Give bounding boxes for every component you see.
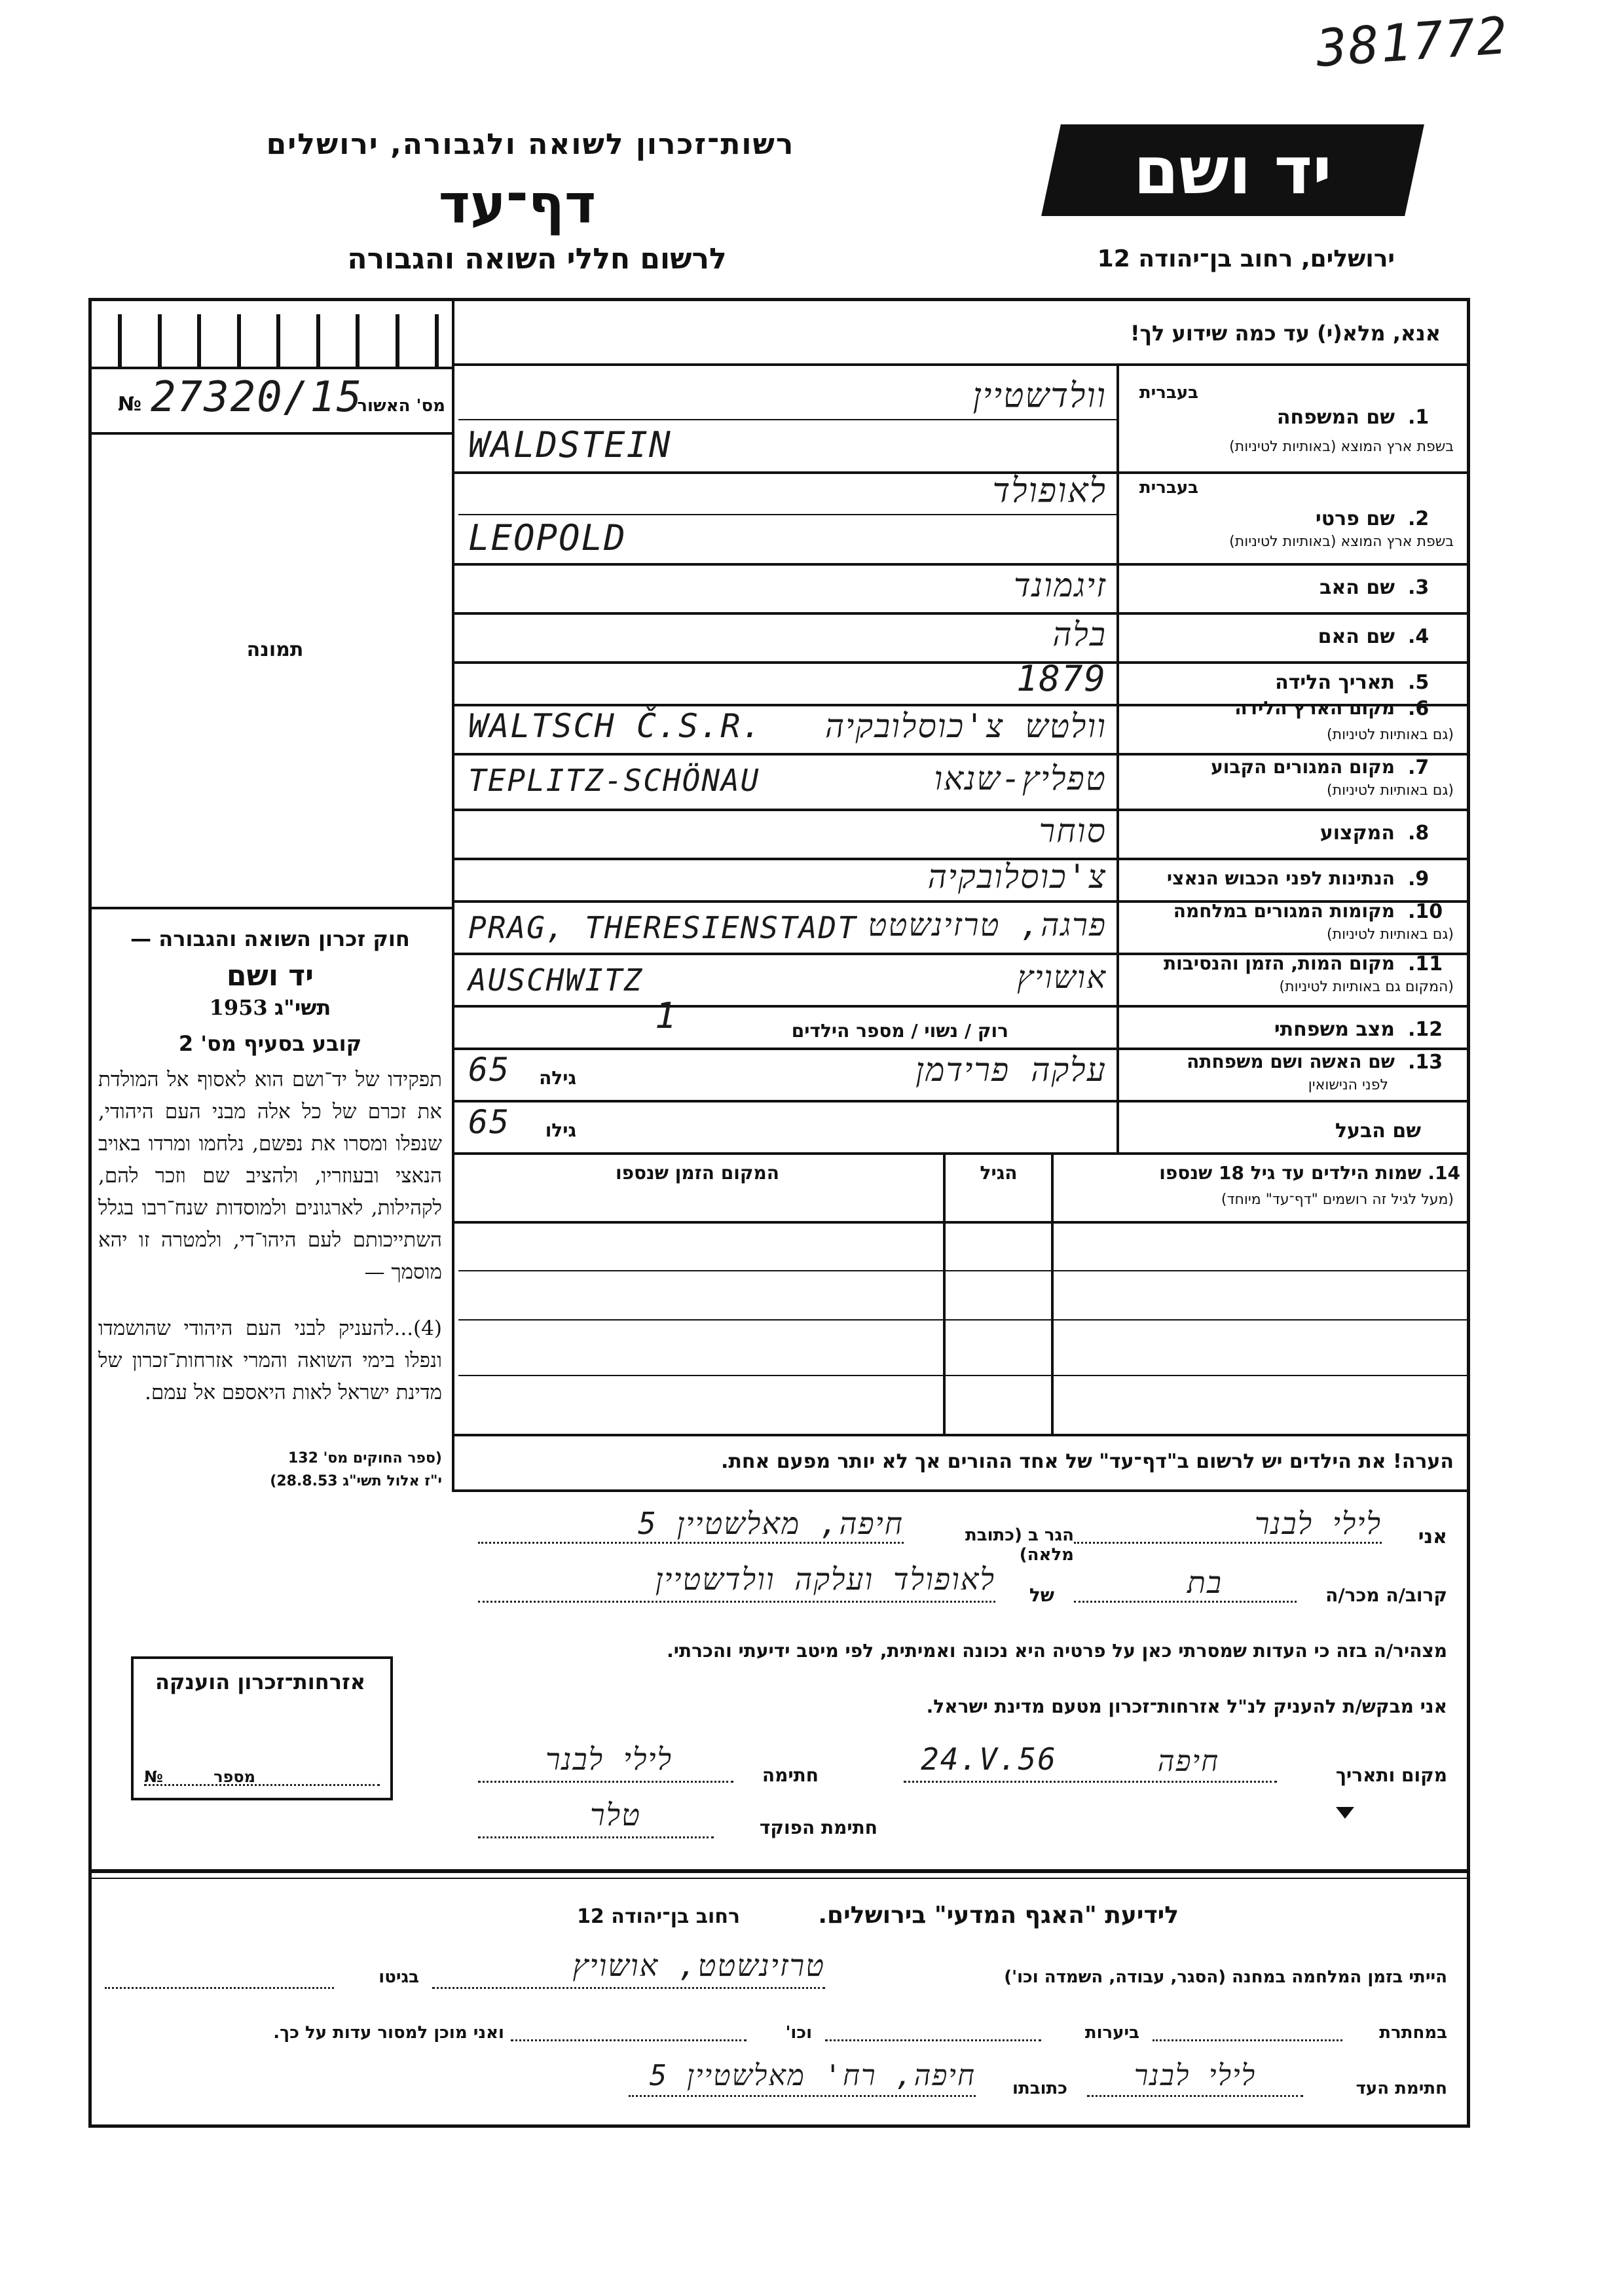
husband-age: 65 xyxy=(468,1103,511,1141)
row3-num: 3. xyxy=(1408,576,1430,599)
form-intro: אנא, מלא(י) עד כמה שידוע לך! xyxy=(1130,321,1441,346)
row10-num: 10. xyxy=(1408,900,1443,923)
law-ref-date: י"ז אלול תשי"ג 28.8.53) xyxy=(270,1473,442,1489)
decl-place-date-label: מקום ותאריך xyxy=(1335,1764,1447,1786)
row12-num: 12. xyxy=(1408,1018,1443,1041)
row10-label: מקומות המגורים במלחמה xyxy=(1173,900,1395,922)
row9-value: צ'כוסלובקיה xyxy=(927,858,1107,896)
law-ref: (ספר החוקים מס' 132 xyxy=(287,1450,442,1467)
decl-date: 24.V.56 xyxy=(921,1741,1057,1777)
sci-witness: לילי לבנר xyxy=(1134,2059,1257,2092)
row1-value-latin: WALDSTEIN xyxy=(468,424,672,465)
row5-value: 1879 xyxy=(1016,658,1107,699)
decl-relation-label: קרוב/ה מכר/ה xyxy=(1325,1584,1447,1606)
row13-num: 13. xyxy=(1408,1051,1443,1074)
decl-of-label: של xyxy=(1029,1584,1054,1606)
header-address: ירושלים, רחוב בן־יהודה 12 xyxy=(1097,246,1395,272)
wife-age: 65 xyxy=(468,1051,511,1089)
row11-label: מקום המות, הזמן והנסיבות xyxy=(1163,953,1395,974)
archive-number: 381772 xyxy=(1314,6,1511,79)
decl-place: חיפה xyxy=(1157,1745,1220,1778)
row3-value: זיגמונד xyxy=(1013,566,1107,604)
row4-label: שם האם xyxy=(1318,625,1395,648)
decl-resides-label: הגר ב (כתובת מלאה) xyxy=(965,1525,1074,1565)
row2-sub: בשפת ארץ המוצא (באותיות לטיניות) xyxy=(1229,534,1454,550)
citizenship-number-prefix: № xyxy=(144,1768,163,1786)
sci-underground-label: במחתרת xyxy=(1379,2023,1447,2043)
row11-num: 11. xyxy=(1408,953,1443,975)
decl-signature: לילי לבנר xyxy=(545,1741,673,1777)
sci-witness-label: חתימת העד xyxy=(1356,2079,1447,2098)
col-age-header: הגיל xyxy=(980,1162,1018,1184)
row1-num: 1. xyxy=(1408,406,1430,429)
row8-label: המקצוע xyxy=(1320,822,1395,845)
doc-title: דף־עד xyxy=(438,173,597,236)
decl-signer: לילי לבנר xyxy=(1254,1506,1382,1541)
col-place-header: המקום הזמן שנספו xyxy=(615,1162,780,1184)
husband-age-label: גילו xyxy=(545,1120,576,1141)
row13-label: שם האשה ושם משפחתה xyxy=(1187,1051,1395,1072)
sci-ready-label: ואני מוכן למסור עדות על כך. xyxy=(273,2023,504,2043)
row1-in-hebrew: בעברית xyxy=(1139,383,1198,403)
law-clause: קובע בסעיף מס' 2 xyxy=(178,1031,362,1056)
sci-witness-address: חיפה, רח' מאלשטיין 5 xyxy=(649,2059,976,2092)
law-text: תפקידו של יד־ושם הוא לאסוף אל המולדת את זכרם של כל אלה מבני העם היהודי, שנפלו ומסרו את נפשם, נלחמו ומרדו באויב הנאצי ובעוזריו, ולהציב שם וזכר להם, לקהילות, לארגונים ולמוסדות שנח־רבו בגלל השתייכותם לעם היהו־די, ולמטרה זו יהא מוסמך — xyxy=(98,1068,442,1284)
yad-vashem-logo: יד ושם xyxy=(1041,124,1424,216)
sci-address: רחוב בן־יהודה 12 xyxy=(577,1905,740,1928)
row3-label: שם האב xyxy=(1320,576,1395,599)
children-sub: (מעל לגיל זה רושמים "דף־עד" מיוחד) xyxy=(1221,1192,1454,1208)
row8-num: 8. xyxy=(1408,822,1430,845)
children-note: הערה! את הילדים יש לרשום ב"דף־עד" של אחד ההורים אך לא יותר מפעם אחת. xyxy=(720,1450,1454,1473)
decl-signature-label: חתימה xyxy=(762,1764,819,1786)
officer-label: חתימת הפוקד xyxy=(759,1817,877,1838)
sci-camp-value: טרזינשטט, אושויץ xyxy=(572,1948,825,1983)
row1-value-hebrew: וולדשטיין xyxy=(972,376,1107,416)
doc-subtitle: לרשום חללי השואה והגבורה xyxy=(347,242,727,276)
row12-label: מצב משפחתי xyxy=(1274,1018,1395,1041)
sci-forest-label: ביערות xyxy=(1084,2023,1139,2043)
children-title: 14. שמות הילדים עד גיל 18 שנספו xyxy=(1159,1162,1460,1184)
marital-options: רוק / נשוי / מספר הילדים xyxy=(791,1020,1008,1042)
record-tick-marks xyxy=(118,314,439,367)
decl-address: חיפה, מאלשטיין 5 xyxy=(638,1506,904,1541)
row2-label: שם פרטי xyxy=(1315,507,1395,530)
row7-num: 7. xyxy=(1408,756,1430,779)
law-year-number: 1953 xyxy=(209,995,268,1020)
row9-num: 9. xyxy=(1408,867,1430,890)
citizenship-number-label: מספר xyxy=(213,1768,255,1786)
decl-relation: בת xyxy=(1187,1565,1223,1600)
record-prefix: № xyxy=(118,393,142,416)
row4-value: בלה xyxy=(1052,615,1107,653)
row10-value-latin: PRAG, THERESIENSTADT xyxy=(468,910,857,945)
sci-camp-label: הייתי בזמן המלחמה במחנה (הסגר, עבודה, השמדה וכו') xyxy=(1004,1967,1447,1987)
decl-i-label: אני xyxy=(1418,1525,1447,1548)
wife-age-label: גילה xyxy=(539,1067,576,1089)
row7-value-hebrew: טפליץ-שנאו xyxy=(934,759,1107,797)
row2-in-hebrew: בעברית xyxy=(1139,478,1198,498)
row11-value-latin: AUSCHWITZ xyxy=(468,962,644,998)
row2-num: 2. xyxy=(1408,507,1430,530)
sci-ghetto-label: בגיטו xyxy=(378,1967,419,1987)
sci-etc-label: וכו' xyxy=(785,2023,812,2043)
record-number: 27320/15 xyxy=(151,373,363,422)
decl-request: אני מבקש/ת להעניק לנ"ל אזרחות־זכרון מטעם מדינת ישראל. xyxy=(926,1696,1447,1717)
children-count: 1 xyxy=(655,995,678,1036)
row2-value-hebrew: לאופולד xyxy=(992,471,1107,511)
authority-title: רשות־זכרון לשואה ולגבורה, ירושלים xyxy=(266,128,795,161)
law-text-2: (4)...להעניק לבני העם היהודי שהושמדו ונפלו בימי השואה והמרי אזרחות־זכרון של מדינת ישראל לאות היאספם אל עמם. xyxy=(98,1317,442,1404)
row8-value: סוחר xyxy=(1039,812,1107,850)
sci-address-label: כתובתו xyxy=(1012,2079,1067,2098)
officer-signature: טלר xyxy=(590,1797,641,1832)
row6-sub: (גם באותיות לטיניות) xyxy=(1327,727,1454,743)
row9-label: הנתינות לפני הכבוש הנאצי xyxy=(1166,867,1395,889)
law-name: יד ושם xyxy=(226,959,314,993)
chevron-down-icon xyxy=(1336,1807,1354,1819)
row6-value-hebrew: וולטש צ'כוסלובקיה xyxy=(824,707,1107,745)
row5-label: תאריך הלידה xyxy=(1275,671,1395,694)
law-year xyxy=(98,995,442,1020)
row11-value-hebrew: אושויץ xyxy=(1017,959,1107,996)
law-title: חוק זכרון השואה והגבורה — xyxy=(130,926,410,951)
row10-value-hebrew: פרגה, טרזינשטט xyxy=(868,907,1107,943)
photo-label: תמונה xyxy=(246,638,304,661)
decl-relation-of: לאופולד ועלקה וולדשטיין xyxy=(655,1561,995,1597)
row11-sub: (המקום גם באותיות לטיניות) xyxy=(1279,979,1454,995)
row2-value-latin: LEOPOLD xyxy=(468,517,627,558)
record-label: מס' האשור xyxy=(357,396,445,416)
row5-num: 5. xyxy=(1408,671,1430,694)
row13-sub: לפני הנישואין xyxy=(1308,1077,1388,1093)
citizenship-title: אזרחות־זכרון הוענקה xyxy=(155,1669,366,1694)
row10-sub: (גם באותיות לטיניות) xyxy=(1327,926,1454,943)
row6-num: 6. xyxy=(1408,697,1430,720)
sci-title: לידיעת "האגף המדעי" בירושלים. xyxy=(818,1902,1179,1929)
row7-label: מקום המגורים הקבוע xyxy=(1211,756,1395,778)
row6-label: מקום הארץ הלידה xyxy=(1234,697,1395,719)
wife-name: עלקה פרידמן xyxy=(915,1051,1107,1089)
row4-num: 4. xyxy=(1408,625,1430,648)
row1-sub: בשפת ארץ המוצא (באותיות לטיניות) xyxy=(1229,439,1454,455)
law-year-hebrew: תשי"ג xyxy=(274,995,331,1020)
decl-declare: מצהיר/ה בזה כי העדות שמסרתי כאן על פרטיה היא נכונה ואמיתית, לפי מיטב ידיעתי והכרתי. xyxy=(667,1640,1447,1662)
husband-label: שם הבעל xyxy=(1335,1120,1421,1142)
row7-sub: (גם באותיות לטיניות) xyxy=(1327,782,1454,799)
row6-value-latin: WALTSCH Č.S.R. xyxy=(468,707,763,745)
row1-label: שם המשפחה xyxy=(1276,406,1395,429)
row7-value-latin: TEPLITZ-SCHÖNAU xyxy=(468,763,760,798)
